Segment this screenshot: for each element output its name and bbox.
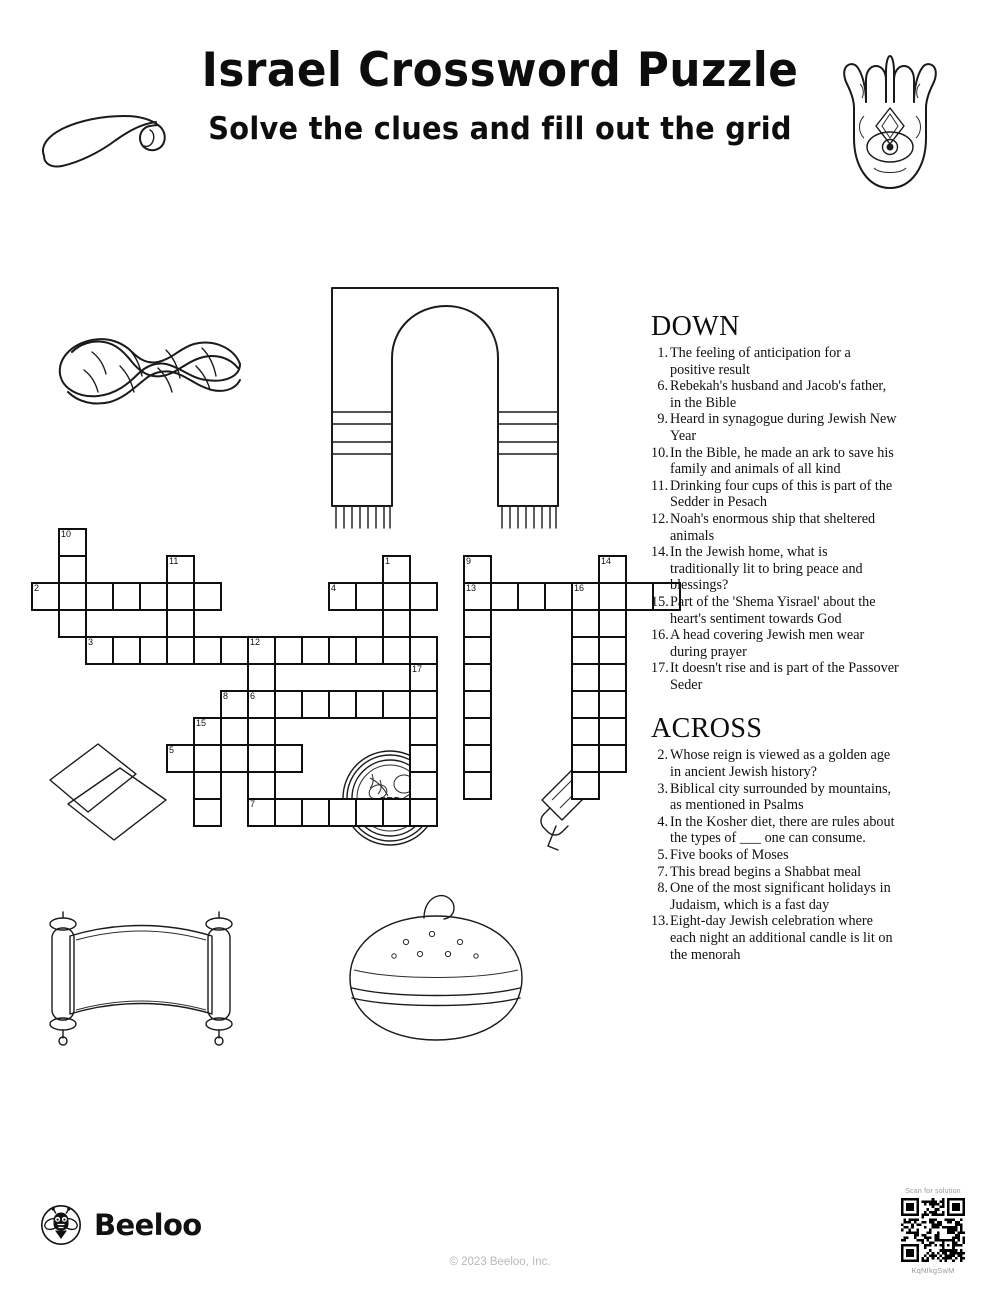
crossword-cell[interactable] [112, 582, 141, 611]
down-clue-item [651, 594, 899, 627]
across-clue-item [651, 913, 899, 963]
down-clue-number: 10. [651, 444, 669, 461]
crossword-cell[interactable] [139, 582, 168, 611]
crossword-cell[interactable] [328, 690, 357, 719]
crossword-cell[interactable] [571, 582, 600, 611]
crossword-cell[interactable] [463, 744, 492, 773]
challah-bread-icon [48, 300, 258, 430]
crossword-cell[interactable] [463, 609, 492, 638]
crossword-cell[interactable] [409, 771, 438, 800]
crossword-cell[interactable] [328, 636, 357, 665]
crossword-cell[interactable] [598, 555, 627, 584]
across-heading: ACROSS [651, 713, 763, 745]
crossword-cell-number: 4 [331, 583, 337, 593]
across-clue-item [651, 781, 899, 814]
crossword-cell[interactable] [571, 744, 600, 773]
down-clue-text: The feeling of anticipation for a positive result [670, 345, 851, 378]
crossword-cell[interactable] [166, 582, 195, 611]
down-clue-number: 12. [651, 510, 669, 527]
crossword-cell[interactable] [382, 636, 411, 665]
crossword-cell[interactable] [463, 555, 492, 584]
crossword-cell-number: 16 [574, 583, 585, 593]
down-clue-number: 11. [651, 477, 669, 494]
down-clue-text: Part of the 'Shema Yisrael' about the heart's sentiment towards God [670, 593, 876, 627]
crossword-cell[interactable] [247, 744, 276, 773]
shofar-icon [38, 96, 168, 171]
across-clue-number: 8. [657, 880, 668, 897]
down-clue-number: 15. [651, 593, 669, 610]
crossword-cell[interactable] [463, 663, 492, 692]
crossword-cell-number: 9 [466, 556, 472, 566]
crossword-cell[interactable] [166, 636, 195, 665]
crossword-cell-number: 10 [61, 529, 72, 539]
crossword-cell[interactable] [193, 717, 222, 746]
crossword-cell-number: 17 [412, 664, 423, 674]
across-clue-item [651, 847, 899, 864]
honey-pot-icon [336, 892, 536, 1052]
crossword-cell[interactable] [598, 717, 627, 746]
down-clue-text: Drinking four cups of this is part of the Sedder in Pesach [670, 477, 893, 511]
qr-solution-block[interactable] [897, 1188, 969, 1275]
crossword-cell[interactable] [247, 663, 276, 692]
down-clue-list [651, 345, 899, 693]
down-clue-number: 16. [651, 627, 669, 644]
crossword-cell[interactable] [31, 582, 60, 611]
down-clue-item [651, 627, 899, 660]
across-clue-text: In the Kosher diet, there are rules about the types of ___ one can consume. [670, 813, 895, 847]
down-clue-item [651, 411, 899, 444]
crossword-cell-number: 15 [196, 718, 207, 728]
crossword-cell[interactable] [247, 771, 276, 800]
crossword-cell[interactable] [544, 582, 573, 611]
down-heading: DOWN [651, 311, 740, 342]
crossword-cell[interactable] [355, 690, 384, 719]
down-clue-item [651, 378, 899, 411]
crossword-cell[interactable] [220, 636, 249, 665]
tallit-prayer-shawl-icon [320, 262, 570, 532]
crossword-cell-number: 1 [385, 556, 391, 566]
crossword-cell[interactable] [85, 636, 114, 665]
crossword-cell[interactable] [58, 609, 87, 638]
across-clue-number: 5. [657, 847, 668, 864]
crossword-cell[interactable] [571, 771, 600, 800]
across-clue-text: One of the most significant holidays in Judaism, which is a fast day [670, 880, 891, 913]
across-clue-list [651, 747, 899, 963]
crossword-cell[interactable] [598, 744, 627, 773]
crossword-cell[interactable] [328, 798, 357, 827]
across-clue-item [651, 864, 899, 881]
crossword-cell[interactable] [274, 636, 303, 665]
crossword-cell[interactable] [139, 636, 168, 665]
crossword-cell[interactable] [598, 582, 627, 611]
crossword-cell[interactable] [58, 582, 87, 611]
crossword-cell-number: 8 [223, 691, 229, 701]
crossword-cell[interactable] [382, 798, 411, 827]
crossword-cell[interactable] [598, 690, 627, 719]
crossword-cell[interactable] [382, 609, 411, 638]
down-clue-number: 17. [651, 660, 669, 677]
crossword-cell[interactable] [58, 555, 87, 584]
crossword-cell[interactable] [490, 582, 519, 611]
crossword-cell[interactable] [328, 582, 357, 611]
down-clue-item [651, 544, 899, 594]
down-clue-item [651, 445, 899, 478]
crossword-cell[interactable] [571, 663, 600, 692]
crossword-cell-number: 14 [601, 556, 612, 566]
crossword-cell-number: 6 [250, 691, 256, 701]
crossword-cell[interactable] [409, 582, 438, 611]
brand-name: Beeloo [94, 1208, 202, 1242]
crossword-cell[interactable] [571, 609, 600, 638]
crossword-cell[interactable] [463, 771, 492, 800]
across-clue-item [651, 814, 899, 847]
crossword-cell[interactable] [382, 582, 411, 611]
hamsa-icon [830, 50, 950, 195]
crossword-cell[interactable] [571, 636, 600, 665]
across-clue-text: This bread begins a Shabbat meal [670, 863, 862, 880]
crossword-cell[interactable] [301, 636, 330, 665]
down-clue-text: A head covering Jewish men wear during prayer [670, 627, 865, 660]
across-clue-text: Eight-day Jewish celebration where each night an additional candle is lit on the menorah [670, 913, 893, 963]
crossword-cell[interactable] [463, 582, 492, 611]
down-clue-number: 6. [657, 378, 668, 395]
qr-code-text: KqNIkgSwM [911, 1266, 955, 1275]
crossword-cell[interactable] [571, 717, 600, 746]
crossword-cell[interactable] [301, 798, 330, 827]
crossword-cell[interactable] [112, 636, 141, 665]
down-clue-item [651, 660, 899, 693]
crossword-cell[interactable] [193, 636, 222, 665]
crossword-cell[interactable] [409, 717, 438, 746]
crossword-cell-number: 11 [169, 556, 179, 566]
crossword-cell-number: 12 [250, 637, 261, 647]
crossword-cell[interactable] [193, 798, 222, 827]
down-clue-text: It doesn't rise and is part of the Passover Seder [670, 660, 899, 693]
down-clue-text: Noah's enormous ship that sheltered animals [670, 510, 876, 544]
down-clue-item [651, 511, 899, 544]
crossword-cell[interactable] [220, 717, 249, 746]
crossword-cell[interactable] [463, 690, 492, 719]
crossword-cell[interactable] [85, 582, 114, 611]
crossword-cell[interactable] [247, 636, 276, 665]
across-clue-number: 13. [651, 913, 669, 930]
crossword-cell[interactable] [355, 798, 384, 827]
crossword-cell[interactable] [409, 744, 438, 773]
crossword-cell[interactable] [598, 636, 627, 665]
down-clue-text: Rebekah's husband and Jacob's father, in the Bible [670, 378, 887, 411]
crossword-cell-number: 2 [34, 583, 40, 593]
crossword-cell[interactable] [409, 636, 438, 665]
crossword-cell[interactable] [463, 636, 492, 665]
crossword-cell[interactable] [409, 690, 438, 719]
crossword-cell[interactable] [274, 690, 303, 719]
qr-caption: Scan for solution [905, 1188, 961, 1195]
crossword-cell[interactable] [166, 744, 195, 773]
crossword-cell[interactable] [463, 717, 492, 746]
crossword-cell-number: 3 [88, 637, 94, 647]
crossword-cell[interactable] [571, 690, 600, 719]
down-clue-number: 1. [657, 345, 668, 361]
down-clue-number: 14. [651, 544, 669, 561]
beeloo-logo [40, 1204, 202, 1246]
across-clue-item [651, 880, 899, 913]
crossword-cell[interactable] [193, 771, 222, 800]
crossword-cell[interactable] [517, 582, 546, 611]
across-clue-number: 7. [657, 863, 668, 880]
crossword-cell[interactable] [247, 798, 276, 827]
crossword-cell-number: 7 [250, 799, 256, 809]
crossword-cell[interactable] [382, 690, 411, 719]
crossword-cell[interactable] [598, 663, 627, 692]
across-clue-text: Five books of Moses [670, 847, 789, 864]
crossword-cell[interactable] [274, 798, 303, 827]
crossword-cell[interactable] [247, 717, 276, 746]
crossword-cell[interactable] [409, 798, 438, 827]
crossword-cell[interactable] [193, 582, 222, 611]
across-clue-number: 4. [657, 813, 668, 830]
crossword-cell[interactable] [274, 744, 303, 773]
down-clue-text: Heard in synagogue during Jewish New Year [670, 411, 897, 444]
crossword-cell[interactable] [301, 690, 330, 719]
down-clue-text: In the Bible, he made an ark to save his family and animals of all kind [670, 444, 894, 478]
qr-code-image[interactable] [901, 1198, 965, 1262]
torah-scroll-icon [36, 910, 246, 1045]
crossword-cell[interactable] [220, 690, 249, 719]
crossword-cell[interactable] [355, 636, 384, 665]
clues-panel [651, 313, 899, 963]
crossword-cell[interactable] [598, 609, 627, 638]
bee-logo-icon [40, 1204, 82, 1246]
down-clue-item [651, 345, 899, 378]
crossword-cell[interactable] [382, 555, 411, 584]
crossword-cell[interactable] [58, 528, 87, 557]
down-clue-text: In the Jewish home, what is traditionally lit to bring peace and blessings? [670, 544, 863, 594]
across-clue-number: 2. [657, 747, 668, 764]
crossword-cell[interactable] [193, 744, 222, 773]
page-subtitle: Solve the clues and fill out the grid [208, 110, 792, 147]
crossword-cell[interactable] [220, 744, 249, 773]
crossword-cell[interactable] [166, 609, 195, 638]
crossword-cell[interactable] [247, 690, 276, 719]
across-clue-text: Biblical city surrounded by mountains, as mentioned in Psalms [670, 780, 892, 814]
across-clue-number: 3. [657, 780, 668, 797]
down-clue-number: 9. [657, 411, 668, 428]
crossword-cell[interactable] [355, 582, 384, 611]
copyright-text: © 2023 Beeloo, Inc. [449, 1256, 551, 1268]
across-clue-text: Whose reign is viewed as a golden age in ancient Jewish history? [670, 747, 891, 781]
across-clue-item [651, 747, 899, 780]
crossword-grid[interactable] [31, 528, 631, 858]
crossword-cell-number: 5 [169, 745, 175, 755]
crossword-cell[interactable] [166, 555, 195, 584]
crossword-cell[interactable] [625, 582, 654, 611]
crossword-cell-number: 13 [466, 583, 477, 593]
page-title: Israel Crossword Puzzle [201, 43, 799, 98]
down-clue-item [651, 478, 899, 511]
crossword-cell[interactable] [409, 663, 438, 692]
